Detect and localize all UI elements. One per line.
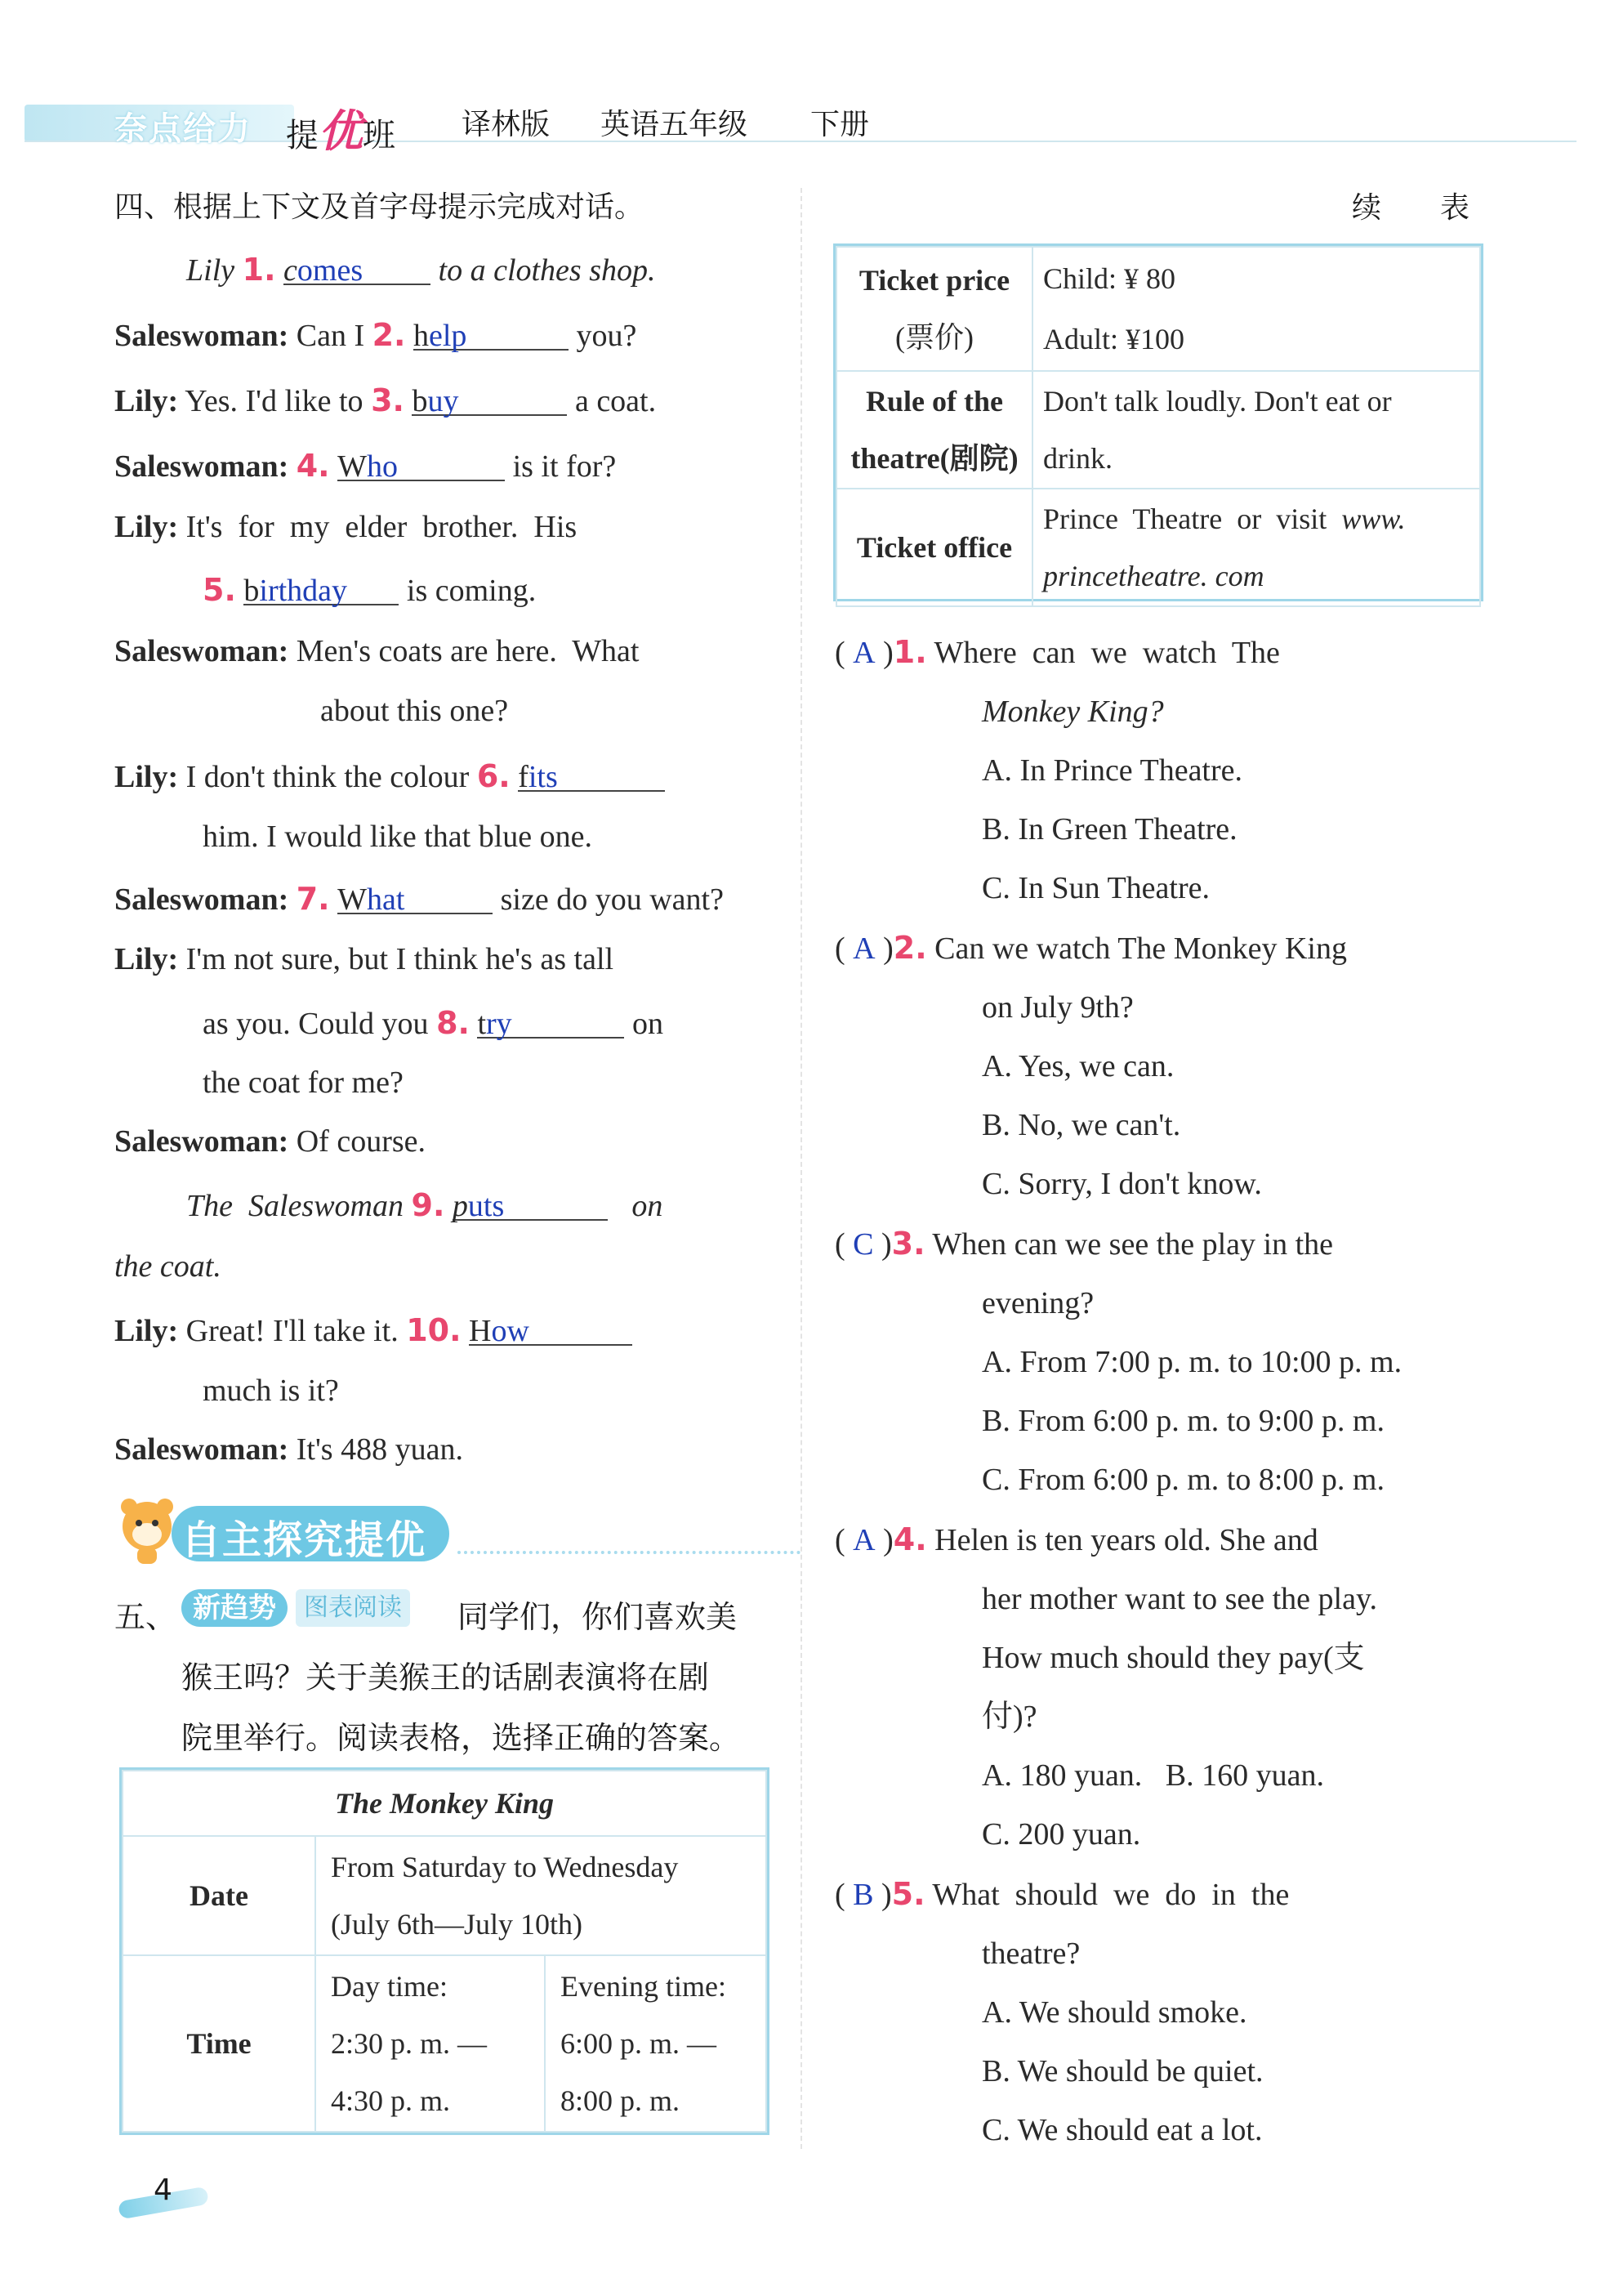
q5-option-a[interactable]: A. We should smoke.	[982, 1995, 1247, 2030]
dialog-line-18: Lily: Great! I'll take it. 10. How	[114, 1312, 632, 1349]
q3-option-a[interactable]: A. From 7:00 p. m. to 10:00 p. m.	[982, 1345, 1403, 1379]
q3-option-b[interactable]: B. From 6:00 p. m. to 9:00 p. m.	[982, 1404, 1385, 1438]
q2-answer: A	[853, 931, 876, 966]
dialog-line-11: Saleswoman: 7. What size do you want?	[114, 881, 724, 917]
dialog-line-15: Saleswoman: Of course.	[114, 1124, 426, 1159]
dialog-line-13: as you. Could you 8. try on	[203, 1005, 663, 1041]
blank-5[interactable]: birthday	[243, 573, 399, 605]
evening-time: Evening time: 6:00 p. m. — 8:00 p. m.	[545, 1955, 766, 2132]
ticket-table	[833, 243, 1483, 601]
question-1: ( A )1. Where can we watch The Monkey King? A. In Prince Theatre. B. In Green Theatre. C. In Sun Theatre.	[835, 623, 1570, 918]
column-divider	[800, 188, 802, 2149]
dialog-line-12: Lily: I'm not sure, but I think he's as tall	[114, 942, 614, 976]
header-slogan: 奈点给力	[114, 110, 252, 148]
q5-option-c[interactable]: C. We should eat a lot.	[982, 2113, 1263, 2147]
answer-7: hat	[367, 882, 405, 917]
section4-title: 四、根据上下文及首字母提示完成对话。	[114, 190, 644, 224]
question-5: ( B )5. What should we do in the theatre? A. We should smoke. B. We should be quiet. C. We should eat a lot.	[835, 1865, 1570, 2160]
section5-banner-text: 自主探究提优	[181, 1517, 427, 1563]
answer-3: uy	[427, 384, 459, 418]
dialog-line-7: Saleswoman: Men's coats are here. What	[114, 634, 640, 668]
q1-option-a[interactable]: A. In Prince Theatre.	[982, 753, 1243, 788]
blank-8[interactable]: try	[477, 1006, 624, 1039]
continued-label: 续 表	[1352, 191, 1470, 225]
q2-option-a[interactable]: A. Yes, we can.	[982, 1049, 1175, 1083]
dialog-line-16: The Saleswoman 9. puts on	[186, 1187, 663, 1223]
dialog-line-6: 5. birthday is coming.	[203, 572, 537, 608]
dialog-line-4: Saleswoman: 4. Who is it for?	[114, 448, 617, 484]
dialog-line-8: about this one?	[320, 694, 509, 728]
dialog-line-20: Saleswoman: It's 488 yuan.	[114, 1432, 463, 1467]
answer-5: irthday	[259, 574, 348, 608]
date-label: Date	[123, 1836, 315, 1955]
intro-line-1: 同学们，你们喜欢美	[457, 1599, 738, 1635]
blank-10[interactable]: How	[469, 1313, 632, 1346]
q4-answer: A	[853, 1523, 876, 1557]
question-2: ( A )2. Can we watch The Monkey King on July 9th? A. Yes, we can. B. No, we can't. C. Sorry, I don't know.	[835, 918, 1570, 1213]
q2-option-c[interactable]: C. Sorry, I don't know.	[982, 1167, 1262, 1201]
brand-logo	[286, 96, 395, 159]
table1-title: The Monkey King	[123, 1771, 766, 1836]
answer-10: ow	[491, 1314, 529, 1348]
answer-9: uts	[467, 1189, 505, 1223]
blank-9[interactable]: puts	[453, 1188, 608, 1221]
blank-6[interactable]: fits	[518, 759, 665, 792]
blank-2[interactable]: help	[413, 318, 569, 351]
q5-answer: B	[853, 1878, 874, 1912]
dialog-line-3: Lily: Yes. I'd like to 3. buy a coat.	[114, 382, 657, 418]
question-4: ( A )4. Helen is ten years old. She and her mother want to see the play. How much should they pay(支 付)? A. 180 yuan. B. 160 yuan. C. 200 yuan.	[835, 1510, 1570, 1864]
dialog-line-5: Lily: It's for my elder brother. His	[114, 510, 578, 544]
page-number: 4	[154, 2173, 172, 2207]
blank-3[interactable]: buy	[412, 383, 567, 416]
tag-chart-reading: 图表阅读	[296, 1589, 410, 1627]
intro-line-3: 院里举行。阅读表格，选择正确的答案。	[181, 1720, 741, 1756]
dialog-line-19: much is it?	[203, 1374, 339, 1408]
price-values	[1032, 247, 1480, 371]
adult-price: Adult: ¥100	[1043, 323, 1185, 355]
dialog-line-17: the coat.	[114, 1249, 221, 1284]
q1-option-b[interactable]: B. In Green Theatre.	[982, 812, 1238, 846]
dialog-line-14: the coat for me?	[203, 1065, 404, 1100]
office-values: Prince Theatre or visit www. princetheatre. com	[1032, 489, 1480, 606]
banner-dots	[457, 1551, 800, 1554]
intro-line-2: 猴王吗？关于美猴王的话剧表演将在剧	[181, 1659, 710, 1695]
answer-1: omes	[297, 253, 363, 288]
dialog-line-2: Saleswoman: Can I 2. help you?	[114, 317, 637, 353]
blank-1[interactable]: comes	[283, 252, 430, 285]
office-label: Ticket office	[836, 489, 1032, 606]
tag-new-trend: 新趋势	[181, 1589, 288, 1627]
brand-prefix: 提	[286, 117, 319, 154]
dialog-line-1: Lily 1. comes to a clothes shop.	[186, 252, 656, 288]
answer-8: ry	[486, 1007, 512, 1041]
answer-6: its	[528, 760, 558, 794]
q4-option-ab[interactable]: A. 180 yuan. B. 160 yuan.	[982, 1758, 1325, 1793]
q1-answer: A	[853, 636, 876, 670]
price-label: Ticket price (票价)	[836, 247, 1032, 371]
subject: 英语五年级	[600, 108, 748, 141]
dialog-line-9: Lily: I don't think the colour 6. fits	[114, 758, 665, 795]
brand-suffix: 班	[363, 117, 395, 154]
q3-answer: C	[853, 1227, 874, 1262]
monkey-king-table	[119, 1767, 769, 2135]
q2-option-b[interactable]: B. No, we can't.	[982, 1108, 1181, 1142]
q3-option-c[interactable]: C. From 6:00 p. m. to 8:00 p. m.	[982, 1463, 1385, 1497]
dialog-line-10: him. I would like that blue one.	[203, 820, 593, 854]
blank-4[interactable]: Who	[337, 449, 505, 481]
q1-option-c[interactable]: C. In Sun Theatre.	[982, 871, 1210, 905]
question-3: ( C )3. When can we see the play in the evening? A. From 7:00 p. m. to 10:00 p. m. B. From 6:00 p. m. to 9:00 p. m. C. From 6:00 p. m. to 8:00 p. m.	[835, 1214, 1570, 1509]
date-value: From Saturday to Wednesday (July 6th—July 10th)	[315, 1836, 766, 1955]
q5-option-b[interactable]: B. We should be quiet.	[982, 2054, 1264, 2088]
header-rule	[25, 141, 1576, 142]
day-time: Day time: 2:30 p. m. — 4:30 p. m.	[315, 1955, 545, 2132]
edition: 译林版	[462, 108, 551, 141]
blank-7[interactable]: What	[337, 882, 493, 914]
rule-label: Rule of the theatre(剧院)	[836, 371, 1032, 489]
section5-number: 五、	[114, 1599, 177, 1635]
volume: 下册	[810, 108, 870, 141]
answer-4: ho	[367, 449, 398, 484]
time-label: Time	[123, 1955, 315, 2132]
brand-you: 优	[319, 105, 363, 157]
tiger-mascot-icon	[114, 1494, 180, 1567]
answer-2: elp	[429, 319, 467, 353]
rule-values: Don't talk loudly. Don't eat or drink.	[1032, 371, 1480, 489]
q4-option-c[interactable]: C. 200 yuan.	[982, 1817, 1141, 1852]
child-price: Child: ¥ 80	[1043, 262, 1176, 295]
